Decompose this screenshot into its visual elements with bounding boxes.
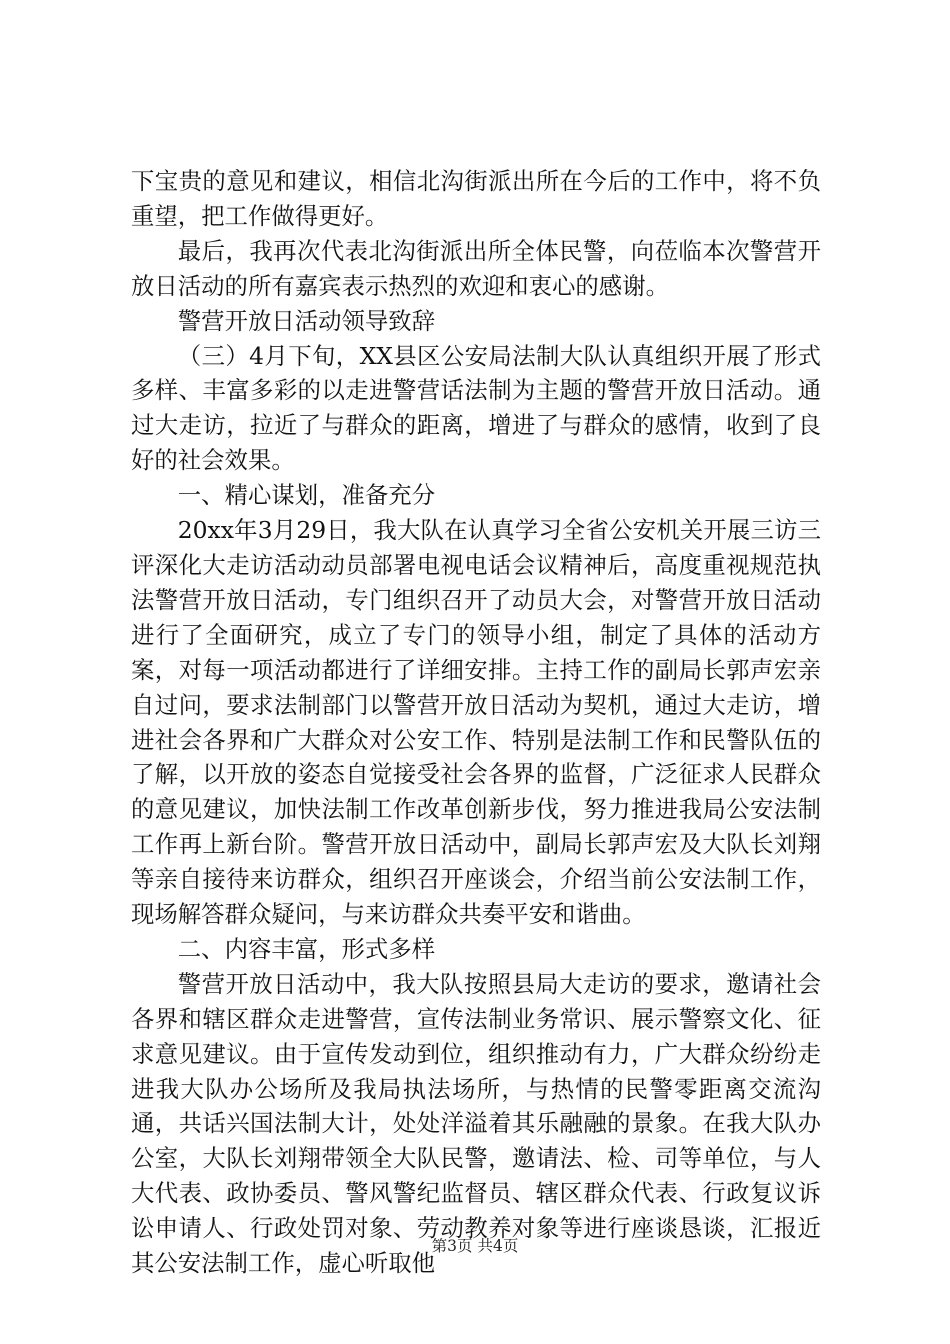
- section-heading-one: 一、精心谋划，准备充分: [177, 481, 436, 510]
- paragraph-content: 警营开放日活动中，我大队按照县局大走访的要求，邀请社会各界和辖区群众走进警营，宣传法制业务常识、展示警察文化、征求意见建议。由于宣传发动到位，组织推动有力，广大群众纷纷走进我大队办公场所及我局执法场所，与热情的民警零距离交流沟通，共话兴国法制大计，处处洋溢着其乐融融的景象。在我大队办公室，大队长刘翔带领全大队民警，邀请法、检、司等单位，与人大代表、政协委员、警风警纪监督员、辖区群众代表、行政复议诉讼申请人、行政处罚对象、劳动教养对象等进行座谈恳谈，汇报近其公安法制工作，虚心听取他: [131, 969, 821, 1278]
- page-number-footer: 第3页 共4页: [431, 1237, 519, 1255]
- paragraph-intro-three: （三）4月下旬，XX县区公安局法制大队认真组织开展了形式多样、丰富多彩的以走进警营话法制为主题的警营开放日活动。通过大走访，拉近了与群众的距离，增进了与群众的感情，收到了良好的社会效果。: [131, 341, 821, 475]
- paragraph-closing-thanks: 最后，我再次代表北沟街派出所全体民警，向莅临本次警营开放日活动的所有嘉宾表示热烈的欢迎和衷心的感谢。: [131, 236, 821, 300]
- section-heading-two: 二、内容丰富，形式多样: [177, 934, 436, 963]
- paragraph-planning: 20xx年3月29日，我大队在认真学习全省公安机关开展三访三评深化大走访活动动员部署电视电话会议精神后，高度重视规范执法警营开放日活动，专门组织召开了动员大会，对警营开放日活动进行了全面研究，成立了专门的领导小组，制定了具体的活动方案，对每一项活动都进行了详细安排。主持工作的副局长郭声宏亲自过问，要求法制部门以警营开放日活动为契机，通过大走访，增进社会各界和广大群众对公安工作、特别是法制工作和民警队伍的了解，以开放的姿态自觉接受社会各界的监督，广泛征求人民群众的意见建议，加快法制工作改革创新步伐，努力推进我局公安法制工作再上新台阶。警营开放日活动中，副局长郭声宏及大队长刘翔等亲自接待来访群众，组织召开座谈会，介绍当前公安法制工作，现场解答群众疑问，与来访群众共奏平安和谐曲。: [131, 516, 821, 929]
- document-body: [131, 164, 821, 1281]
- section-heading-speech: 警营开放日活动领导致辞: [177, 306, 436, 335]
- paragraph-continuation: 下宝贵的意见和建议，相信北沟街派出所在今后的工作中，将不负重望，把工作做得更好。: [131, 167, 821, 230]
